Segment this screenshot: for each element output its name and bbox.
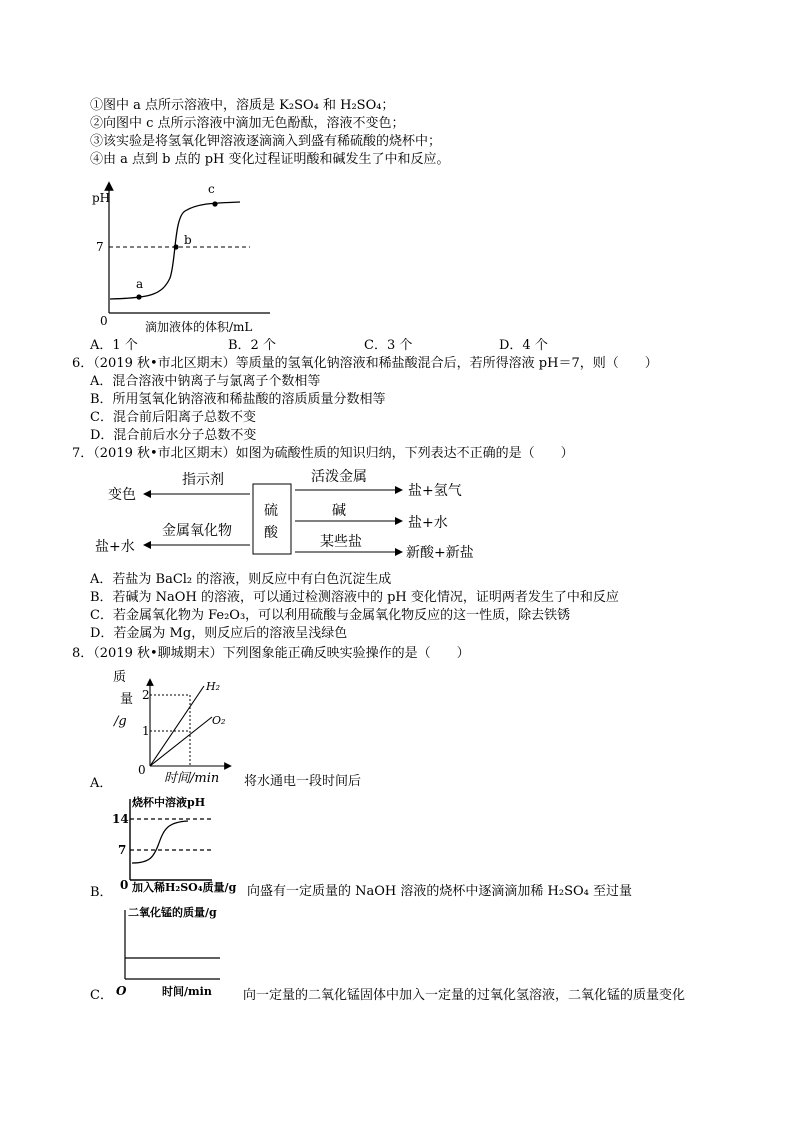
q5-option-b[interactable]: B．2 个 — [228, 338, 276, 353]
g1-xlabel: 滴加液体的体积/mL — [145, 320, 253, 334]
qc-ylabel: 二氧化锰的质量/g — [128, 906, 217, 919]
diagram-indicator-result: 变色 — [108, 487, 136, 503]
q7-option-c[interactable]: C．若金属氧化物为 Fe₂O₃，可以利用硫酸与金属氧化物反应的这一性质，除去铁锈 — [90, 608, 571, 623]
g1-label-b: b — [184, 233, 192, 247]
qb-tick-7: 7 — [118, 843, 127, 857]
point-a — [136, 294, 141, 299]
qa-xlabel: 时间/min — [164, 771, 220, 786]
qa-tick-2: 2 — [142, 688, 150, 702]
q8-option-b-letter[interactable]: B． — [90, 885, 113, 900]
diagram-active-metal-result: 盐+氢气 — [408, 483, 462, 499]
q8-graph-a — [110, 668, 240, 788]
g1-label-c: c — [208, 182, 215, 196]
g1-origin: 0 — [100, 314, 108, 328]
g1-tick7: 7 — [96, 240, 104, 254]
diagram-metal-oxide-result: 盐+水 — [95, 539, 135, 555]
q8-graph-b — [112, 795, 252, 895]
diagram-salt-result: 新酸+新盐 — [406, 545, 474, 561]
statement-3: ③该实验是将氢氧化钾溶液逐滴滴入到盛有稀硫酸的烧杯中； — [90, 134, 442, 149]
q7-option-a[interactable]: A．若盐为 BaCl₂ 的溶液，则反应中有白色沉淀生成 — [90, 572, 392, 587]
q7-option-b[interactable]: B．若碱为 NaOH 的溶液，可以通过检测溶液中的 pH 变化情况，证明两者发生了中和反应 — [90, 590, 619, 605]
qa-ylabel-2: 量 — [120, 692, 134, 707]
qb-ylabel: 烧杯中溶液pH — [132, 796, 206, 809]
q6-option-a[interactable]: A．混合溶液中钠离子与氯离子个数相等 — [90, 374, 321, 389]
q6-stem: 6．（2019 秋•市北区期末）等质量的氢氧化钠溶液和稀盐酸混合后，若所得溶液 pH＝7，则（ ） — [72, 356, 658, 371]
statement-1: ①图中 a 点所示溶液中，溶质是 K₂SO₄ 和 H₂SO₄； — [90, 98, 395, 113]
sulfuric-acid-diagram — [90, 465, 510, 570]
qa-tick-1: 1 — [142, 724, 150, 738]
q8-option-c-caption: 向一定量的二氧化锰固体中加入一定量的过氧化氢溶液，二氧化锰的质量变化 — [243, 988, 686, 1003]
qa-ylabel-1: 质 — [113, 670, 127, 685]
diagram-indicator-label: 指示剂 — [182, 472, 224, 488]
g1-label-a: a — [136, 277, 144, 291]
q5-option-c[interactable]: C．3 个 — [364, 338, 413, 353]
qb-origin: 0 — [120, 878, 129, 892]
q8-option-c-letter[interactable]: C． — [90, 988, 113, 1003]
diagram-base-label: 碱 — [332, 503, 346, 519]
q8-graph-c — [112, 902, 242, 1002]
g1-ylabel: pH — [92, 191, 111, 205]
q8-option-a-letter[interactable]: A． — [90, 776, 113, 791]
q7-option-d[interactable]: D．若金属为 Mg，则反应后的溶液呈浅绿色 — [90, 626, 348, 641]
statement-4: ④由 a 点到 b 点的 pH 变化过程证明酸和碱发生了中和反应。 — [90, 152, 450, 167]
qa-o2-label: O₂ — [212, 714, 226, 727]
q5-option-a[interactable]: A．1 个 — [90, 338, 138, 353]
diagram-active-metal-label: 活泼金属 — [311, 469, 367, 485]
q6-option-b[interactable]: B．所用氢氧化钠溶液和稀盐酸的溶质质量分数相等 — [90, 392, 386, 407]
qb-tick-14: 14 — [112, 812, 129, 826]
qc-xlabel: 时间/min — [162, 985, 212, 998]
q8-stem: 8．（2019 秋•聊城期末）下列图象能正确反映实验操作的是（ ） — [72, 646, 470, 661]
diagram-base-result: 盐+水 — [408, 515, 448, 531]
q8-option-b-caption: 向盛有一定质量的 NaOH 溶液的烧杯中逐滴滴加稀 H₂SO₄ 至过量 — [247, 884, 632, 899]
qa-ylabel-3: /g — [114, 714, 127, 729]
qb-xlabel: 加入稀H₂SO₄质量/g — [132, 881, 237, 894]
q6-option-d[interactable]: D．混合前后水分子总数不变 — [90, 428, 257, 443]
qa-origin: 0 — [138, 763, 146, 777]
q5-option-d[interactable]: D．4 个 — [499, 338, 548, 353]
qc-origin: O — [116, 984, 127, 998]
q8-option-a-caption: 将水通电一段时间后 — [244, 774, 362, 789]
statement-2: ②向图中 c 点所示溶液中滴加无色酚酞，溶液不变色； — [90, 116, 405, 131]
point-b — [173, 244, 178, 249]
diagram-salt-label: 某些盐 — [320, 534, 362, 550]
ph-titration-graph — [90, 178, 290, 338]
q7-stem: 7．（2019 秋•市北区期末）如图为硫酸性质的知识归纳，下列表达不正确的是（ ） — [72, 446, 574, 461]
diagram-center-1: 硫 — [264, 503, 278, 519]
diagram-center-2: 酸 — [264, 525, 278, 541]
q6-option-c[interactable]: C．混合前后阳离子总数不变 — [90, 410, 256, 425]
qa-h2-label: H₂ — [206, 680, 221, 693]
diagram-metal-oxide-label: 金属氧化物 — [162, 523, 232, 539]
point-c — [212, 201, 217, 206]
